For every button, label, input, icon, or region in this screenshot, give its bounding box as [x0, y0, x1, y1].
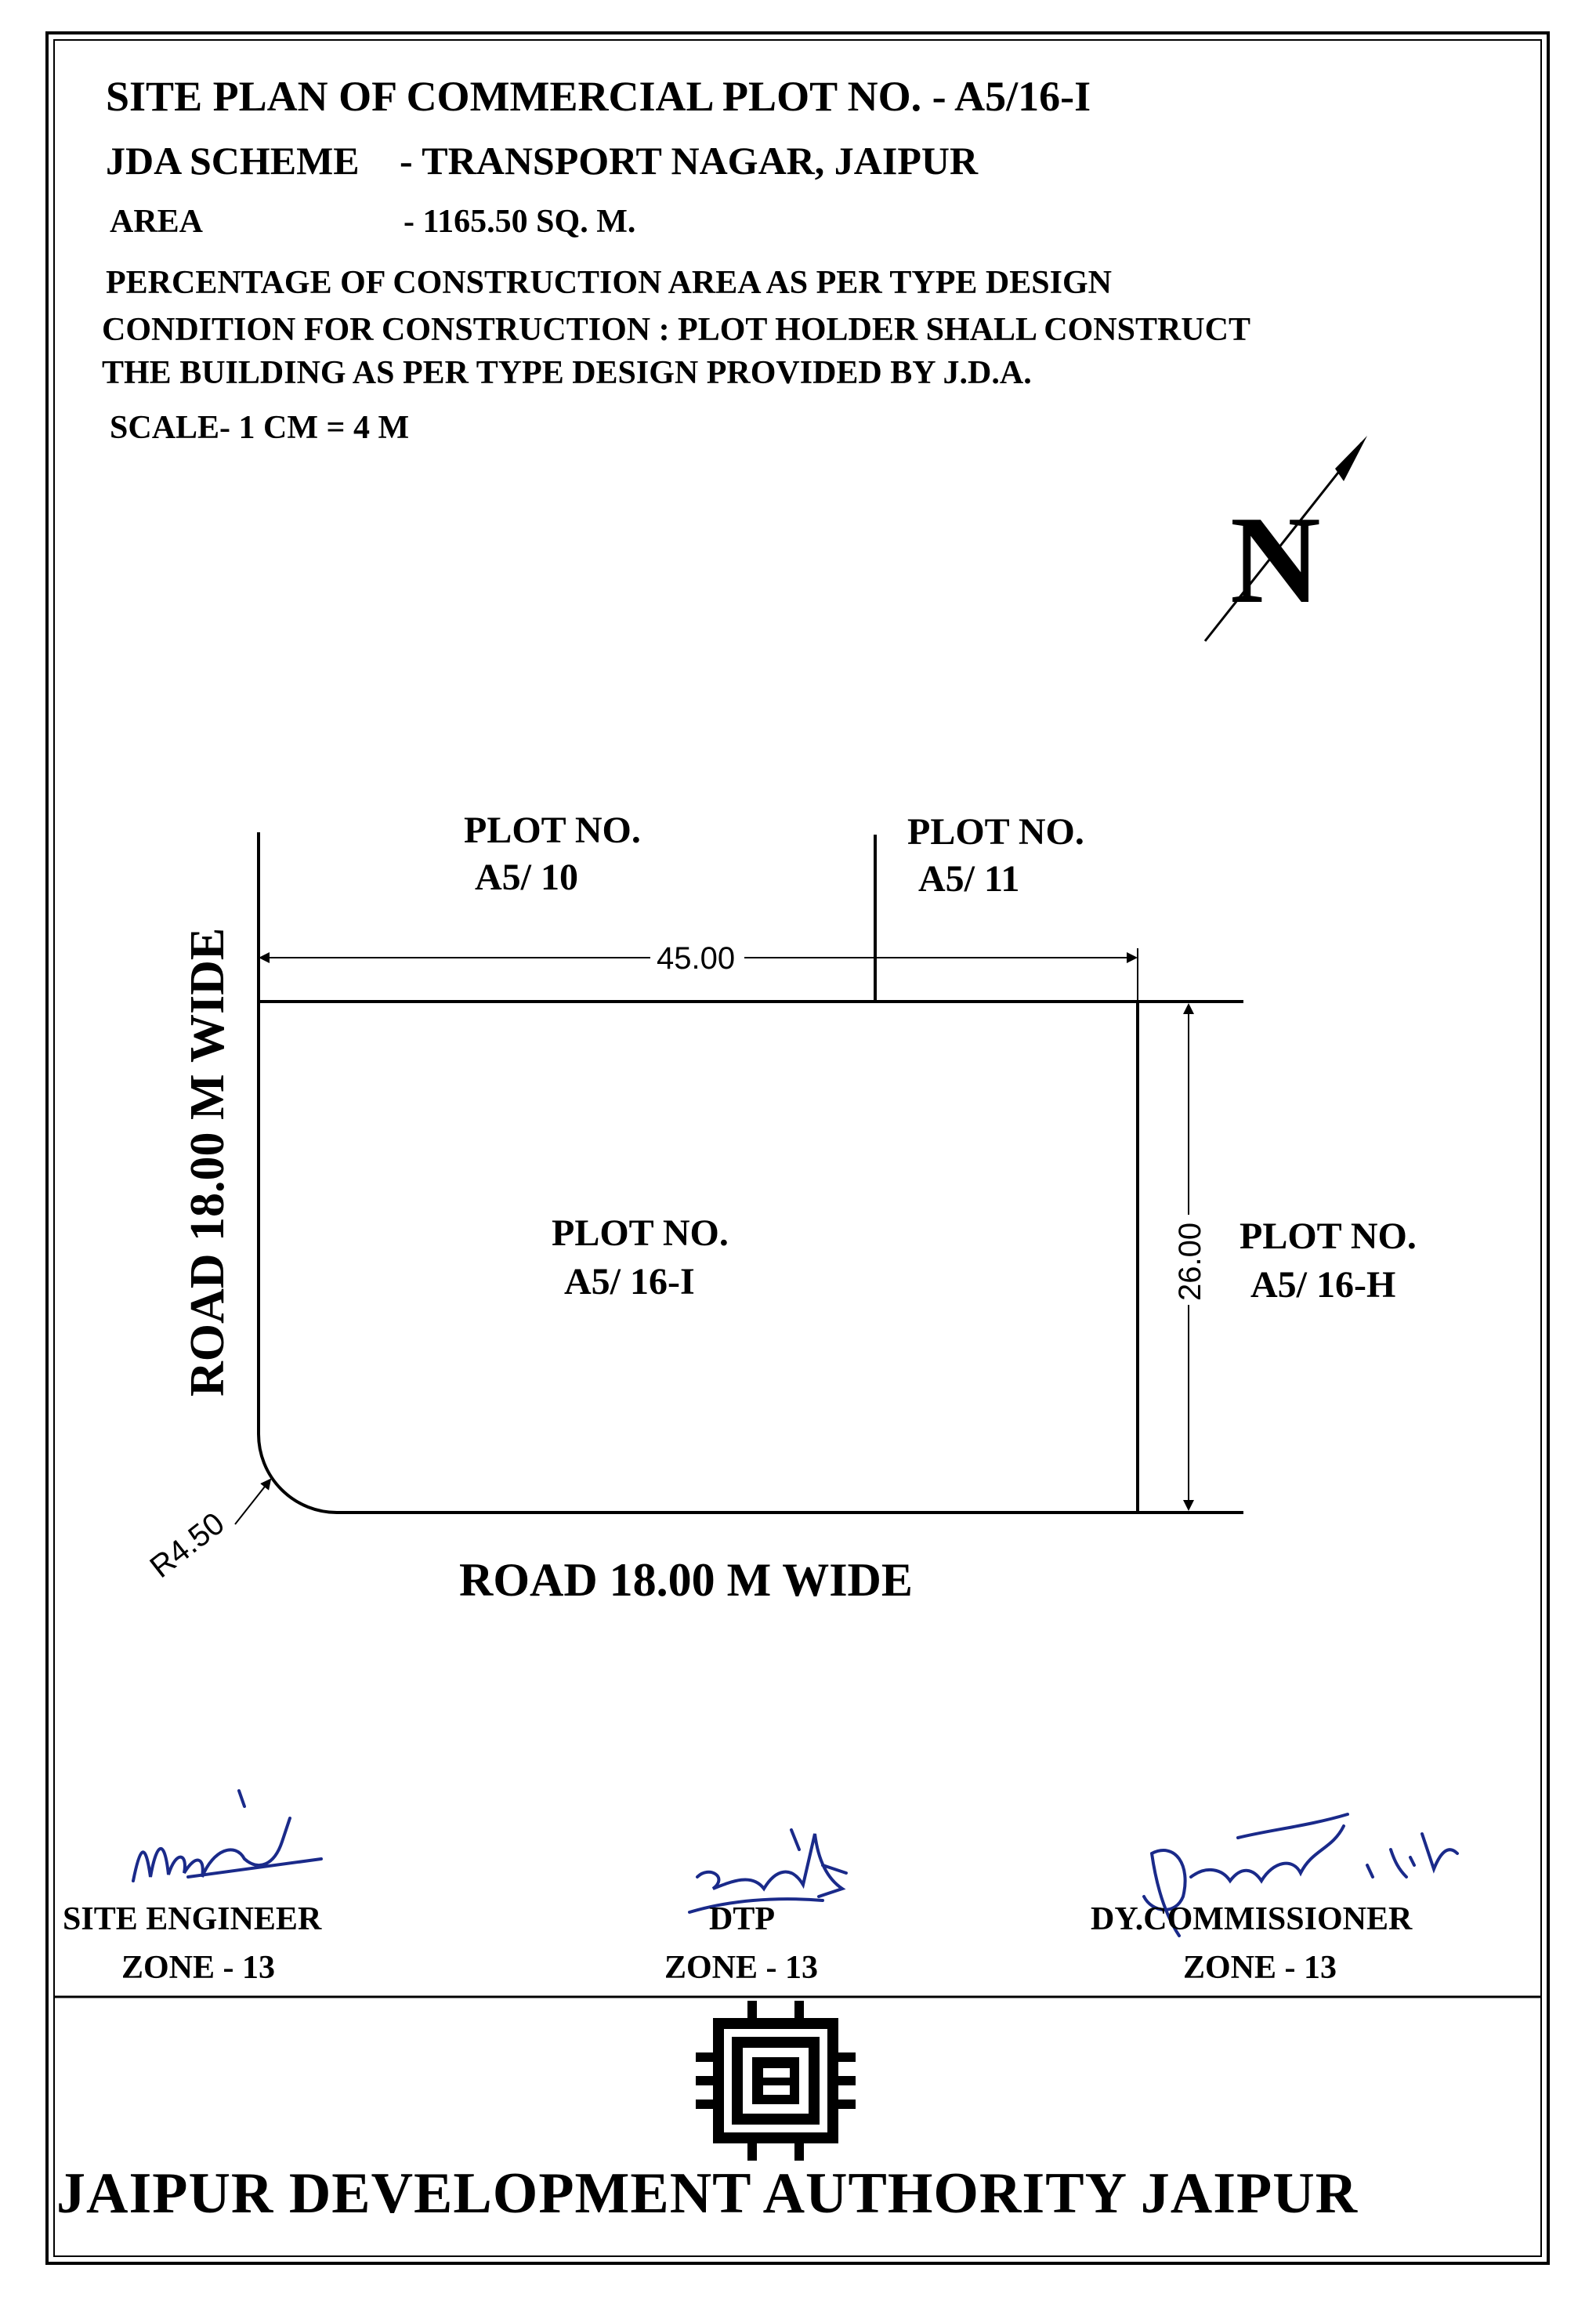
note-line-1: PERCENTAGE OF CONSTRUCTION AREA AS PER TYPE DESIGN — [106, 265, 1112, 301]
plot-a5-11-line2: A5/ 11 — [918, 858, 1020, 900]
area-label: AREA — [110, 204, 204, 240]
plot-main-line2: A5/ 16-I — [564, 1261, 695, 1302]
dtp-title: DTP — [709, 1901, 775, 1937]
plot-a5-16h-line2: A5/ 16-H — [1250, 1264, 1396, 1306]
plot-main-line1: PLOT NO. — [552, 1212, 729, 1254]
note-line-3: THE BUILDING AS PER TYPE DESIGN PROVIDED BY J.D.A. — [102, 355, 1032, 391]
scheme-label: JDA SCHEME — [106, 139, 360, 183]
plan-title: SITE PLAN OF COMMERCIAL PLOT NO. - A5/16-I — [106, 73, 1091, 120]
authority-name: JAIPUR DEVELOPMENT AUTHORITY JAIPUR — [56, 2161, 1359, 2226]
dtp-signature — [689, 1830, 846, 1912]
site-engineer-title: SITE ENGINEER — [63, 1901, 322, 1937]
north-arrow-head-icon — [1335, 436, 1367, 481]
plot-boundary — [259, 832, 1243, 1513]
dy-commissioner-zone: ZONE - 13 — [1183, 1950, 1337, 1986]
plot-a5-11-line1: PLOT NO. — [907, 811, 1084, 853]
plot-a5-16h-line1: PLOT NO. — [1240, 1216, 1417, 1257]
jda-logo-icon — [696, 2001, 856, 2161]
road-bottom-label: ROAD 18.00 M WIDE — [459, 1554, 913, 1606]
plot-a5-10-line2: A5/ 10 — [475, 857, 578, 898]
site-engineer-signature — [133, 1791, 321, 1881]
scale-note: SCALE- 1 CM = 4 M — [110, 410, 410, 446]
road-left-label: ROAD 18.00 M WIDE — [181, 927, 234, 1397]
width-dim-label: 45.00 — [657, 941, 736, 976]
note-line-2: CONDITION FOR CONSTRUCTION : PLOT HOLDER SHALL CONSTRUCT — [102, 312, 1250, 348]
width-dimension — [260, 941, 1138, 1002]
north-arrow — [1205, 436, 1367, 641]
plot-a5-10-line1: PLOT NO. — [464, 810, 641, 851]
radius-leader — [143, 1480, 270, 1585]
site-engineer-zone: ZONE - 13 — [121, 1950, 276, 1986]
radius-label: R4.50 — [143, 1505, 231, 1585]
dy-commissioner-title: DY.COMMISSIONER — [1091, 1901, 1413, 1937]
dtp-zone: ZONE - 13 — [664, 1950, 819, 1986]
corner-curve — [259, 1434, 337, 1513]
scheme-value: - TRANSPORT NAGAR, JAIPUR — [400, 139, 979, 183]
depth-dimension — [1173, 1005, 1207, 1509]
depth-dim-label: 26.00 — [1173, 1222, 1207, 1301]
north-label: N — [1230, 490, 1321, 629]
area-value: - 1165.50 SQ. M. — [404, 204, 636, 240]
